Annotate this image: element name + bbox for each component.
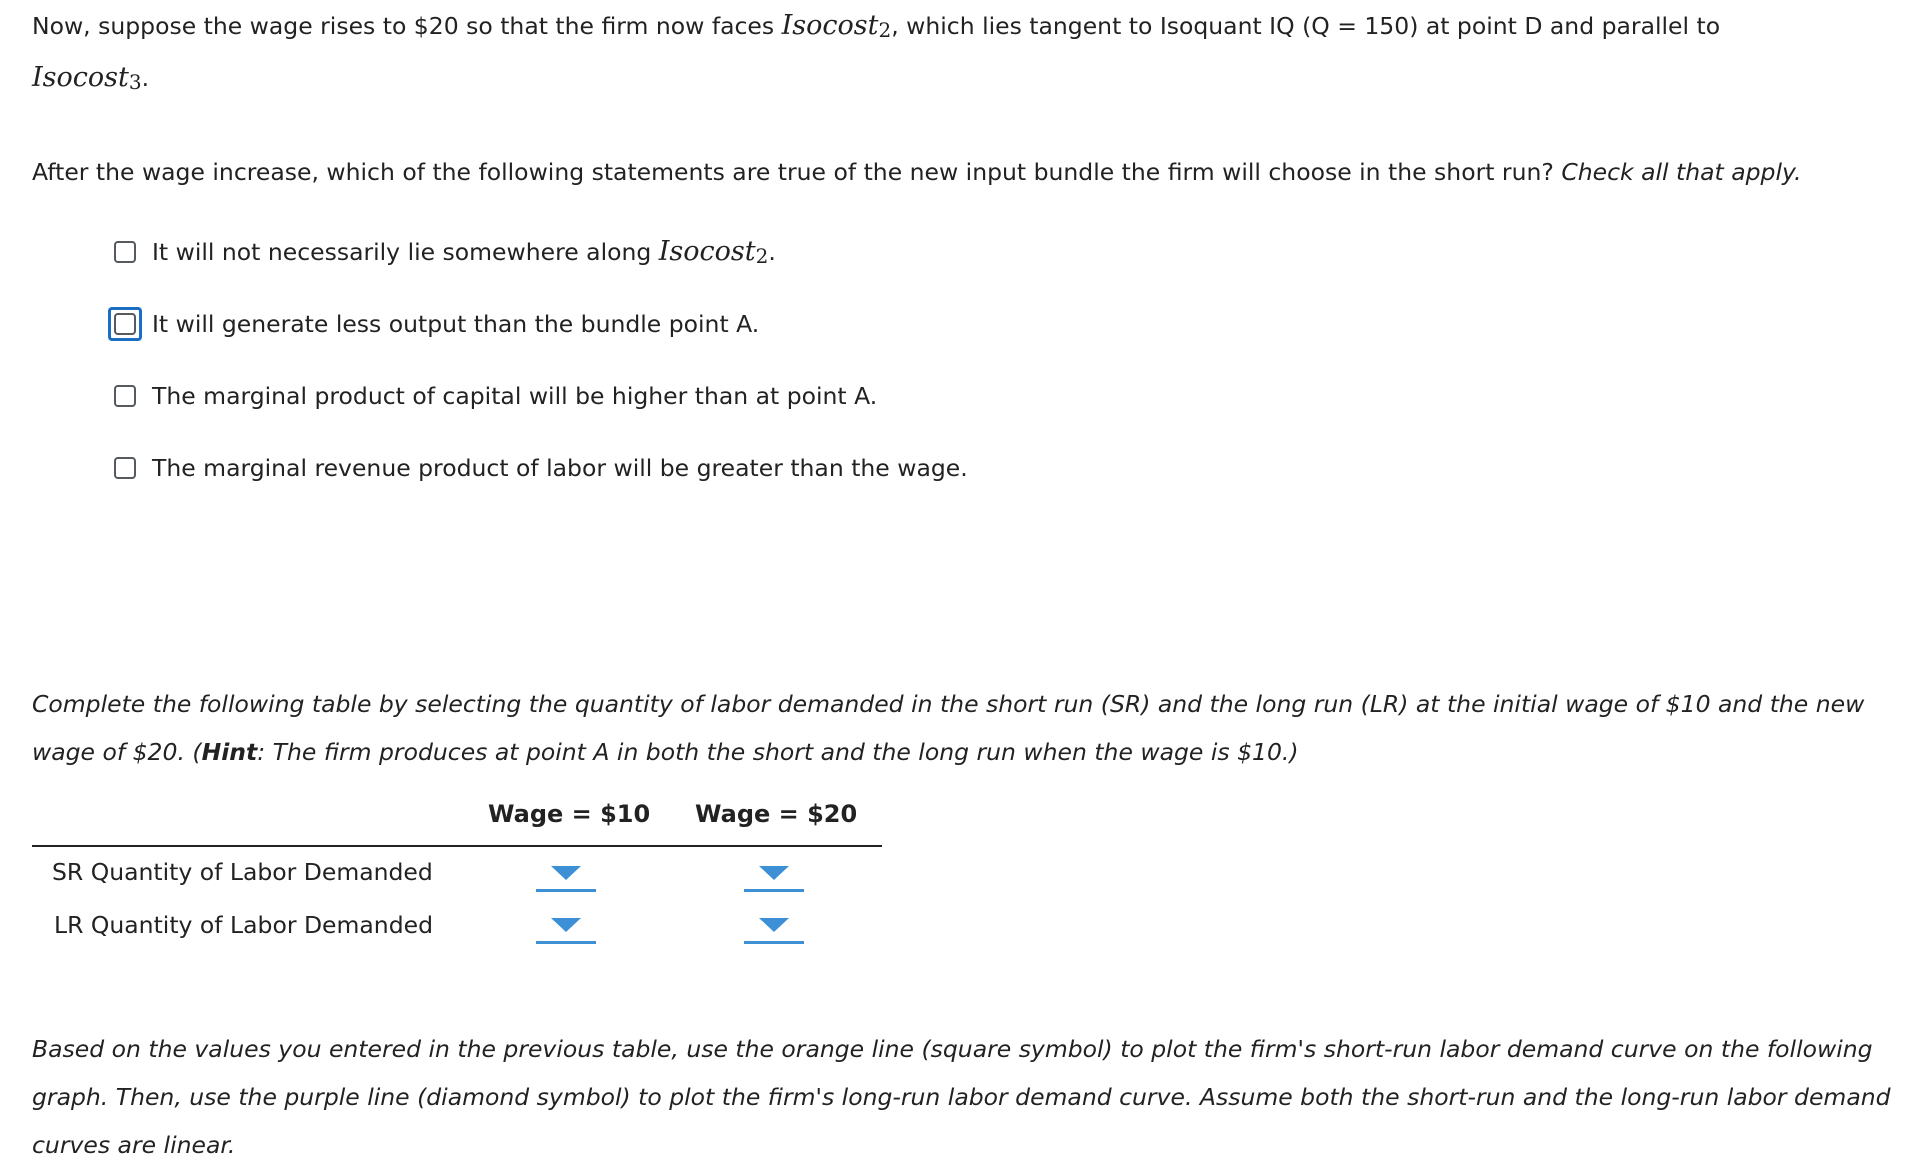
lr-wage10-dropdown[interactable]: [536, 916, 596, 944]
option-1-label: It will not necessarily lie somewhere along Isocost2.: [152, 236, 776, 268]
option-3[interactable]: [108, 374, 1308, 418]
isocost3-math: Isocost3: [32, 62, 142, 94]
question-instruction: Check all that apply.: [1561, 158, 1802, 186]
sr-wage10-dropdown[interactable]: [536, 864, 596, 892]
graph-instructions: Based on the values you entered in the previous table, use the orange line (square symbol) to plot the firm's short-run labor demand curve on the following graph. Then, use the purple line (diamond symbol) to plot the firm's long-run labor demand curve. Assume both the short-run and the long-run labor demand curves are linear.: [32, 1035, 1891, 1159]
dropdown-arrow-icon: [551, 866, 581, 880]
row-label-lr: LR Quantity of Labor Demanded: [54, 911, 433, 939]
option-2[interactable]: [108, 302, 1308, 346]
option-3-checkbox[interactable]: [114, 385, 136, 407]
option-1[interactable]: [108, 230, 1308, 274]
option-4-label: The marginal revenue product of labor will be greater than the wage.: [152, 454, 968, 482]
dropdown-arrow-icon: [759, 918, 789, 932]
question-text: After the wage increase, which of the following statements are true of the new input bundle the firm will choose in the short run?: [32, 158, 1562, 186]
option-4-checkbox-wrap[interactable]: [108, 451, 142, 485]
option-2-label: It will generate less output than the bundle point A.: [152, 310, 760, 338]
row-label-sr: SR Quantity of Labor Demanded: [52, 858, 433, 886]
option-2-checkbox-wrap[interactable]: [108, 307, 142, 341]
hint-label: Hint: [201, 738, 258, 766]
option-1-checkbox[interactable]: [114, 241, 136, 263]
option-1-checkbox-wrap[interactable]: [108, 235, 142, 269]
option-3-label: The marginal product of capital will be higher than at point A.: [152, 382, 878, 410]
option-4[interactable]: [108, 446, 1308, 490]
option-3-checkbox-wrap[interactable]: [108, 379, 142, 413]
question-paragraph: [32, 148, 1892, 196]
intro-text-1: Now, suppose the wage rises to $20 so that the firm now faces: [32, 12, 782, 40]
sr-wage20-dropdown[interactable]: [744, 864, 804, 892]
table-instructions: Complete the following table by selecting the quantity of labor demanded in the short run (SR) and the long run (LR) at the initial wage of $10 and the new wage of $20. (Hint: The firm produces at point A in both the short and the long run when the wage is $10.): [32, 690, 1865, 766]
intro-text-3: .: [141, 64, 150, 92]
option-1-isocost2-math: Isocost2: [658, 236, 769, 268]
option-2-checkbox[interactable]: [114, 313, 136, 335]
option-4-checkbox[interactable]: [114, 457, 136, 479]
intro-text-2: , which lies tangent to Isoquant IQ (Q = 150) at point D and parallel to: [891, 12, 1721, 40]
dropdown-arrow-icon: [759, 866, 789, 880]
column-header-wage-20: Wage = $20: [695, 800, 858, 828]
intro-paragraph: [32, 2, 1892, 106]
isocost2-math: Isocost2: [781, 10, 892, 42]
header-divider: [32, 845, 882, 847]
column-header-wage-10: Wage = $10: [488, 800, 651, 828]
dropdown-arrow-icon: [551, 918, 581, 932]
lr-wage20-dropdown[interactable]: [744, 916, 804, 944]
